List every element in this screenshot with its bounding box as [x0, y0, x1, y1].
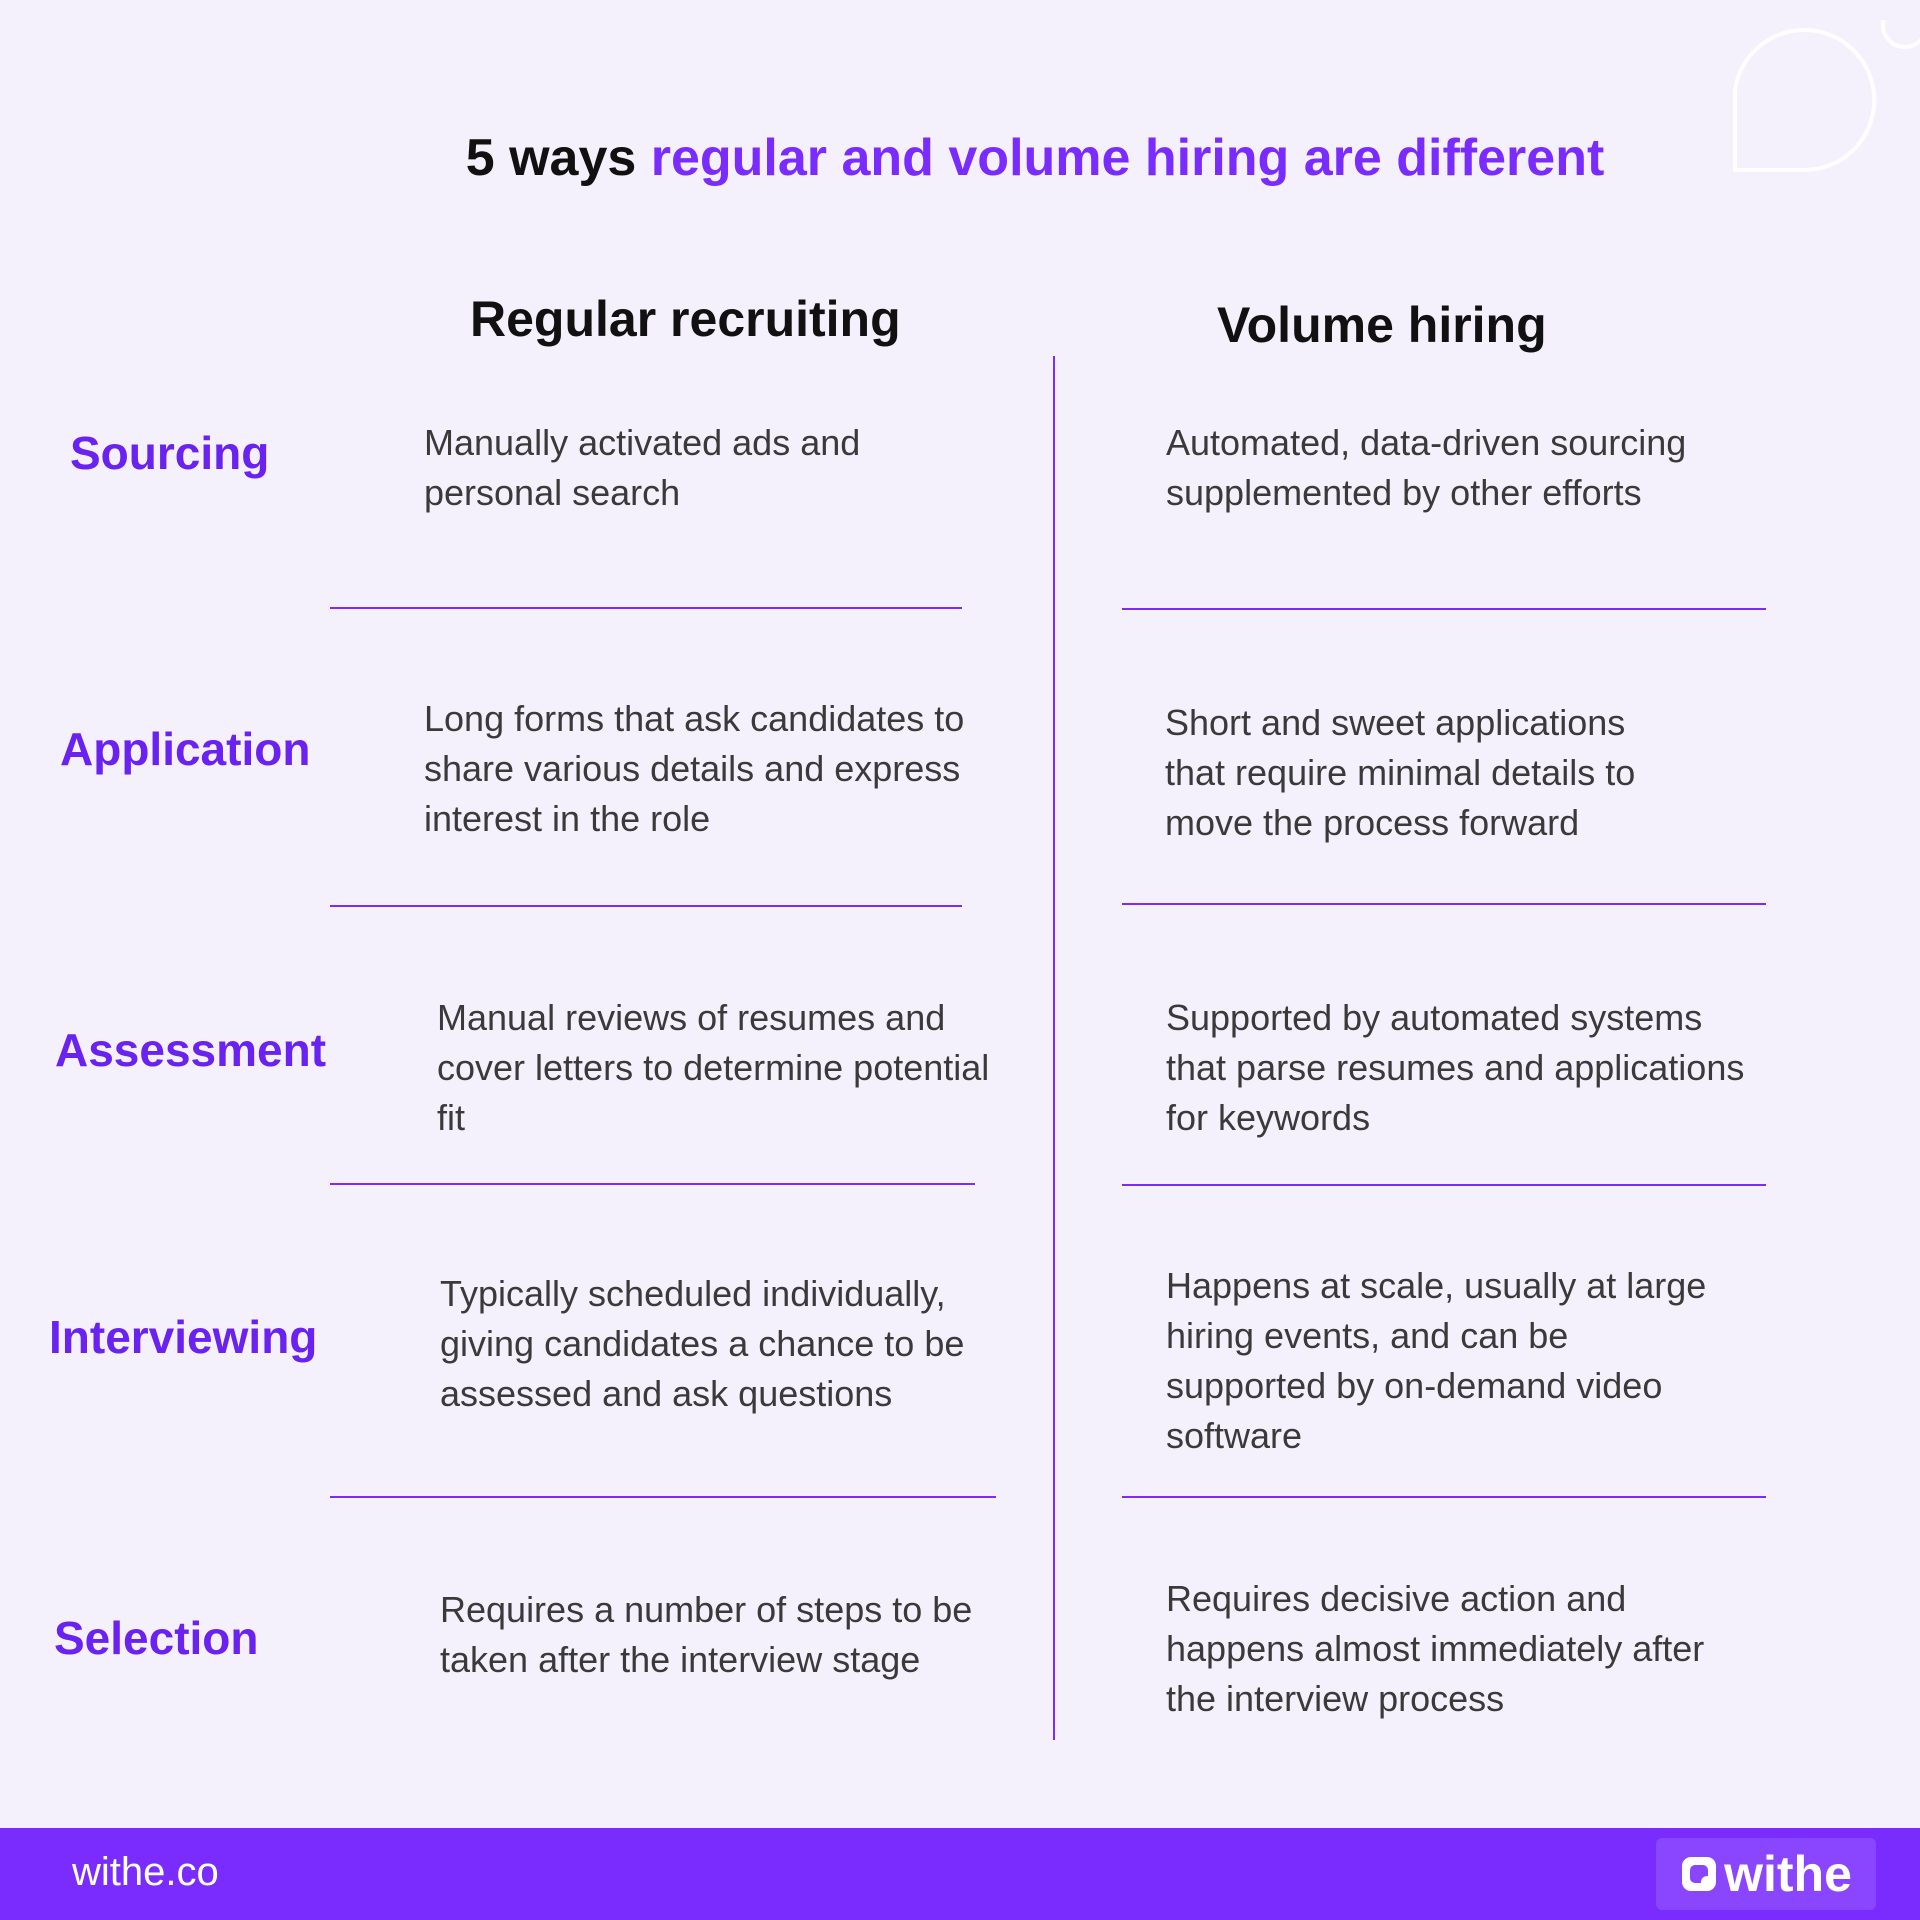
cell-sourcing-regular: Manually activated ads and personal search [424, 422, 861, 513]
row-label-selection: Selection [54, 1612, 259, 1664]
row-separator-volume [1122, 608, 1766, 610]
row-separator-regular [330, 607, 962, 609]
cell-sourcing-volume: Automated, data-driven sourcing supplemented by other efforts [1166, 422, 1687, 513]
cell-assessment-volume: Supported by automated systems that parse resumes and applications for keywords [1166, 997, 1745, 1138]
row-separator-volume [1122, 1496, 1766, 1498]
row-separator-regular [330, 1496, 996, 1498]
cell-selection-volume: Requires decisive action and happens almost immediately after the interview process [1166, 1578, 1705, 1719]
row-separator-regular [330, 905, 962, 907]
cell-interviewing-volume: Happens at scale, usually at large hiring events, and can be supported by on-demand video software [1166, 1265, 1707, 1456]
column-header-regular: Regular recruiting [470, 291, 901, 347]
withe-logo-icon [1680, 1855, 1718, 1893]
cell-assessment-regular: Manual reviews of resumes and cover letters to determine potential fit [437, 997, 990, 1138]
row-label-sourcing: Sourcing [70, 427, 270, 479]
column-divider [1053, 356, 1055, 1740]
page-title: 5 ways regular and volume hiring are different [465, 129, 1605, 187]
row-separator-volume [1122, 903, 1766, 905]
row-label-assessment: Assessment [55, 1024, 327, 1076]
brand-wordmark: withe [1724, 1846, 1852, 1902]
cell-interviewing-regular: Typically scheduled individually, giving candidates a chance to be assessed and ask questions [440, 1273, 965, 1414]
row-label-application: Application [60, 723, 311, 775]
row-label-interviewing: Interviewing [49, 1311, 318, 1363]
footer-bar [0, 1828, 1920, 1920]
brand-logo [1656, 1838, 1876, 1910]
cell-selection-regular: Requires a number of steps to be taken after the interview stage [440, 1589, 973, 1680]
row-separator-regular [330, 1183, 975, 1185]
page-title-accent: regular and volume hiring are different [650, 129, 1605, 187]
footer-site-link[interactable]: withe.co [72, 1850, 219, 1894]
cell-application-volume: Short and sweet applications that require minimal details to move the process forward [1165, 702, 1636, 843]
column-header-volume: Volume hiring [1217, 297, 1547, 353]
row-separator-volume [1122, 1184, 1766, 1186]
cell-application-regular: Long forms that ask candidates to share various details and express interest in the role [424, 698, 965, 839]
